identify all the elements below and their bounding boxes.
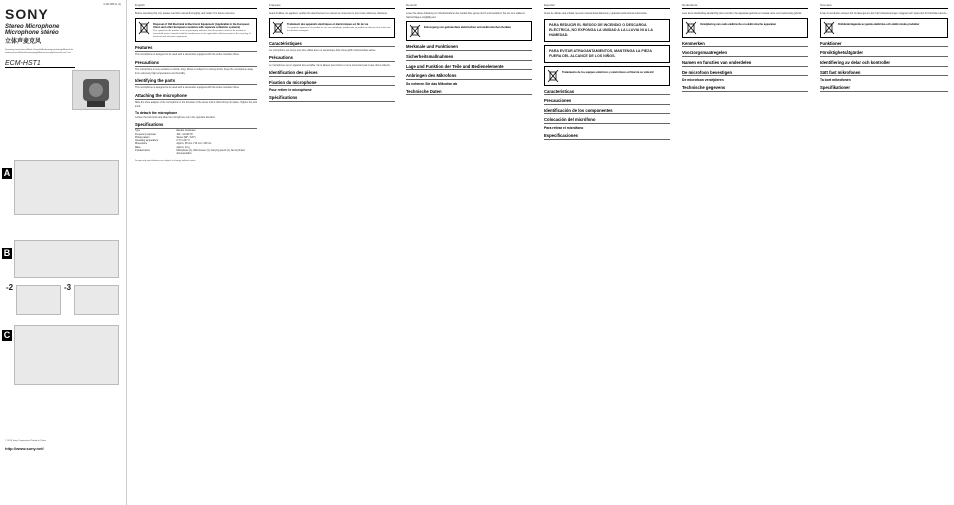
figure-step-2-image (16, 285, 61, 315)
english-note: Design and specifications are subject to change without notice. (135, 159, 196, 162)
swedish-detach-heading: Ta bort mikrofonen (820, 78, 851, 83)
crossed-bin-icon (685, 21, 697, 35)
english-features-heading: Features (135, 45, 257, 52)
german-column (402, 0, 536, 505)
swedish-disposal-title: Omhändertagande av gamla elektriska och elektroniska produkter (838, 22, 920, 26)
english-parts-heading: Identifying the parts (135, 78, 257, 85)
german-specs-heading: Technische Daten (406, 89, 532, 96)
swedish-attach-heading: Sätt fast mikrofonen (820, 70, 948, 77)
crossed-bin-icon (409, 24, 421, 38)
german-disposal-title: Entsorgung von gebrauchten elektrischen und elektronischen Geräten (424, 26, 512, 30)
spec-row: Dimensions Approx. 38 mm × 52 mm × 68 mm (135, 143, 212, 146)
french-features-text: Ce microphone est conçu pour être utilisé avec un caméscope doté d'une griffe multi-interface active. (269, 48, 376, 52)
figure-step-3-image (74, 285, 119, 315)
crossed-bin-icon (823, 21, 835, 35)
figure-step-2: -2 (6, 283, 14, 292)
english-detach-heading: To detach the microphone (135, 110, 178, 115)
english-specs-table (135, 130, 257, 156)
french-precautions-text: Le microphone est un appareil très sensible. Ne le laissez pas tomber et ne le soumettez pas à des chocs violents. (269, 63, 391, 67)
english-precautions-text: The microphone is very sensitive to shock, drop, blows or subject it to strong shock. Keep the microphone away from extremely high temperatures and humidity. (135, 68, 253, 75)
french-specs-heading: Spécifications (269, 95, 395, 102)
french-disposal-title: Traitement des appareils électriques et électroniques en fin de vie (287, 22, 369, 26)
french-column (265, 0, 399, 505)
english-detach-text: Loosen the lock knob and slide the microphone out in the opposite direction. (135, 115, 216, 119)
dutch-specs-heading: Technische gegevens (682, 85, 808, 92)
figure-c-label: C (3, 330, 11, 340)
sony-url: http://www.sony.net/ (5, 446, 44, 451)
spanish-disposal-box (544, 66, 670, 86)
swedish-features-heading: Funktioner (820, 41, 948, 48)
german-parts-heading: Lage und Funktion der Teile und Bedienelemente (406, 64, 532, 71)
spanish-disposal-title: Tratamiento de los equipos eléctricos y electrónicos al final de su vida útil (562, 70, 654, 74)
crossed-bin-icon (138, 21, 150, 35)
french-header: Français (269, 3, 395, 9)
title-chinese: 立体声麦克风 (5, 39, 42, 46)
english-features-text: This microphone is designed to be used with a camcorder equipped with the Active Interface Shoe. (135, 53, 240, 57)
title-english: Stereo Microphone (5, 24, 60, 31)
spanish-warning-fire: PARA REDUCIR EL RIESGO DE INCENDIO O DESCARGA ELÉCTRICA, NO EXPONGA LA UNIDAD A LA LLUVIA NI A LA HUMEDAD. (544, 19, 670, 42)
spanish-column (540, 0, 674, 505)
model-number: ECM-HST1 (5, 60, 75, 68)
spanish-header: Español (544, 3, 670, 9)
english-disposal-box (135, 18, 257, 43)
spanish-specs-heading: Especificaciones (544, 133, 670, 140)
cover-column (0, 0, 127, 505)
crossed-bin-icon (272, 21, 284, 35)
english-intro: Before operating this unit, please read this manual thoroughly, and retain it for future reference. (135, 12, 236, 15)
swedish-disposal-box (820, 18, 948, 38)
spec-row: Pickup pattern Stereo (90° / 120°) (135, 136, 196, 139)
dutch-disposal-box (682, 18, 808, 38)
german-precautions-heading: Sicherheitsmaßnahmen (406, 54, 532, 61)
german-features-heading: Merkmale und Funktionen (406, 44, 532, 51)
french-disposal-text: Ce symbole, apposé sur le produit ou sur son emballage, indique que ce produit ne doit pas être traité avec les déchets ménagers. (287, 26, 391, 32)
cover-subtitle: Operating Instructions/Mode d'emploi/Bedienungsanleitung/Manual de instrucciones/Gebruiksaanwijzing/Bruksanvisning/Istruzioni per l'uso (5, 49, 74, 55)
spanish-detach-heading: Para retirar el micrófono (544, 125, 584, 130)
spanish-intro: Antes de utilizar esta unidad, lea este manual detenidamente y guárdelo para futuras referencias. (544, 12, 648, 15)
microphone-icon (73, 71, 121, 111)
spanish-features-heading: Características (544, 89, 670, 96)
french-features-heading: Caractéristiques (269, 41, 395, 48)
english-header: English (135, 3, 257, 9)
swedish-header: Svenska (820, 3, 948, 9)
swedish-precautions-heading: Försiktighetsåtgärder (820, 50, 948, 57)
dutch-attach-heading: De microfoon bevestigen (682, 70, 808, 77)
english-parts-text: This microphone is designed to be used with a camcorder equipped with the Active Interface Shoe. (135, 86, 240, 90)
figure-c-image (14, 325, 119, 385)
dutch-intro: Lees deze handleiding aandachtig door voordat u het apparaat gebruikt en bewaar deze voor toekomstig gebruik. (682, 12, 803, 15)
brand-logo: SONY (5, 6, 49, 23)
figure-a-image (14, 160, 119, 215)
spec-row: Mass Approx. 44 g (135, 146, 190, 149)
english-specs-heading: Specifications (135, 122, 257, 129)
english-column (131, 0, 261, 505)
figure-a-label: A (3, 168, 11, 178)
english-attach-text: Slide the shoe adaptor of the microphone in the direction of the arrow until it clicks firmly into place. Tighten the lock knob. (135, 101, 257, 108)
cover-hero-image (72, 70, 120, 110)
figure-b-image (14, 240, 119, 278)
swedish-column (816, 0, 952, 505)
title-french: Microphone stéréo (5, 30, 59, 37)
german-disposal-box (406, 21, 532, 41)
swedish-intro: Innan du använder enheten bör du läsa igenom den här bruksanvisningen noggrant och spara den för framtida referens. (820, 12, 948, 15)
crossed-bin-icon (547, 69, 559, 83)
spec-row: Frequency response 100 - 12,000 Hz (135, 133, 193, 136)
dutch-features-heading: Kenmerken (682, 41, 808, 48)
copyright: © 2010 Sony Corporation Printed in China (5, 440, 46, 442)
spec-row: Included items Microphone (1), Wind screen (1), Carrying pouch (1), Set of printed documentation (135, 149, 245, 156)
swedish-specs-heading: Specifikationer (820, 85, 948, 92)
figure-b-label: B (3, 248, 11, 258)
spanish-warning-choking: PARA EVITAR ATRAGANTAMIENTOS, MANTENGA LA PIEZA FUERA DEL ALCANCE DE LOS NIÑOS. (544, 45, 670, 63)
german-attach-heading: Anbringen des Mikrofons (406, 73, 532, 80)
french-precautions-heading: Précautions (269, 55, 395, 62)
dutch-detach-heading: De microfoon verwijderen (682, 78, 724, 83)
dutch-column (678, 0, 812, 505)
dutch-header: Nederlands (682, 3, 808, 9)
dutch-disposal-title: Verwijdering van oude elektrische en elektronische apparaten (700, 22, 777, 26)
swedish-parts-heading: Identifiering av delar och kontroller (820, 60, 948, 67)
french-parts-heading: Identification des pièces (269, 70, 395, 77)
german-intro: Lesen Sie diese Anleitung vor Inbetriebnahme des Geräts bitte genau durch und bewahren Sie sie zum späteren Nachschlagen sorgfältig auf. (406, 12, 526, 19)
spec-row: Operating temperature 0 °C to 40 °C (135, 140, 190, 143)
french-disposal-box (269, 18, 395, 38)
french-detach-heading: Pour retirer le microphone (269, 88, 312, 93)
german-header: Deutsch (406, 3, 532, 9)
document-code: 4-151-585-11 (1) (103, 3, 121, 6)
spanish-parts-heading: Identificación de los componentes (544, 108, 670, 115)
german-detach-heading: So nehmen Sie das Mikrofon ab (406, 81, 458, 86)
english-disposal-text: This symbol on the product or on its packaging indicates that this product shall not be treated as household waste. Instead it shall be handed over to the applicable collection point for the recycling of electrical and electronic equipment. (153, 29, 251, 39)
english-attach-heading: Attaching the microphone (135, 93, 257, 100)
english-disposal-title: Disposal of Old Electrical & Electronic Equipment (Applicable in the European Union and other European countries with separate collection systems) (153, 22, 250, 29)
spanish-attach-heading: Colocación del micrófono (544, 117, 670, 124)
spanish-precautions-heading: Precauciones (544, 98, 670, 105)
figure-step-3: -3 (64, 283, 72, 292)
dutch-precautions-heading: Voorzorgsmaatregelen (682, 50, 808, 57)
dutch-parts-heading: Namen en functies van onderdelen (682, 60, 808, 67)
spec-row: Type Electret condenser (135, 130, 196, 133)
french-intro: Avant d'utiliser cet appareil, veuillez lire attentivement ce manuel et conservez-le pour toute référence ultérieure. (269, 12, 388, 15)
french-attach-heading: Fixation du microphone (269, 80, 395, 87)
english-precautions-heading: Precautions (135, 60, 257, 67)
